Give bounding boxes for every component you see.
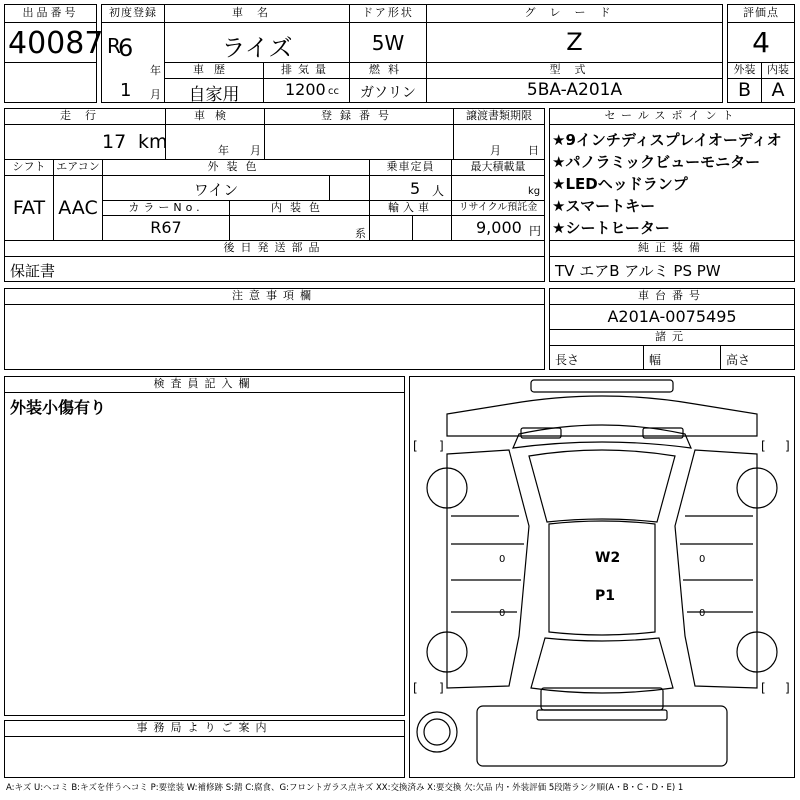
chassis-number: A201A-0075495 <box>607 307 737 326</box>
inspector-comment: 外装小傷有り <box>10 398 107 417</box>
damage-mark: W2 <box>595 550 621 566</box>
left-side-outline <box>447 450 529 688</box>
mileage-unit: km <box>138 131 168 153</box>
plate-shape <box>537 710 667 720</box>
era: R <box>107 34 121 58</box>
transfer-day-unit: 日 <box>528 144 539 157</box>
office-label: 事務局よりご案内 <box>136 721 273 734</box>
small-mark: 0 <box>499 554 506 565</box>
sales-points-label: セールスポイント <box>604 109 740 122</box>
fuel-label: 燃料 <box>369 63 407 76</box>
sales-point-item: ★スマートキー <box>552 197 656 215</box>
recycle-label: リサイクル預託金 <box>458 202 538 213</box>
import-cell-b <box>412 215 452 241</box>
spare-tire-shape <box>417 712 457 752</box>
bracket-mark: [ <box>413 681 418 695</box>
import-cell-a <box>369 215 413 241</box>
history: 自家用 <box>188 85 240 105</box>
exterior-label: 外装 <box>733 63 756 76</box>
lot-number: 40087 <box>8 26 104 61</box>
length-label: 長さ <box>555 353 580 367</box>
ac-label: エアコン <box>56 160 100 173</box>
bracket-mark: [ <box>761 681 766 695</box>
history-label: 車歴 <box>193 63 235 76</box>
exterior-grade: B <box>737 79 752 101</box>
small-mark: 0 <box>499 608 506 619</box>
displacement-unit: cc <box>328 86 339 97</box>
inspection-month-unit: 月 <box>250 144 261 157</box>
transfer-label: 譲渡書類期限 <box>466 109 532 122</box>
lot-number-label: 出品番号 <box>22 6 79 19</box>
ext-color: ワイン <box>193 181 239 199</box>
grade: Z <box>566 28 583 56</box>
later-parts-cell <box>4 256 545 282</box>
width-label: 幅 <box>649 353 662 367</box>
door-type: 5W <box>371 31 405 55</box>
month-unit: 月 <box>150 88 161 101</box>
int-color-label: 内装色 <box>271 201 328 214</box>
windshield-shape <box>529 450 675 522</box>
spare-tire-inner-shape <box>424 719 450 745</box>
score: 4 <box>752 26 770 59</box>
mileage: 17 <box>102 131 127 153</box>
legend: A:キズ U:ヘコミ B:キズを伴うヘコミ P:要塗装 W:補修跡 S:錆 C:腐食、G:フロントガラス点キズ XX:交換済み X:要交換 欠:欠品 内・外装評価 5段階ランク順(A・B・C・D・E) 1 <box>6 783 684 793</box>
ext-color-label: 外装色 <box>207 160 265 173</box>
capacity: 5 <box>410 179 421 198</box>
roof-shape <box>549 521 655 635</box>
displacement: 1200 <box>285 80 326 99</box>
interior-grade: A <box>771 79 785 101</box>
displacement-label: 排気量 <box>281 63 332 76</box>
office-cell <box>4 736 405 778</box>
import-label: 輸入車 <box>388 201 433 214</box>
shift-label: シフト <box>12 160 46 173</box>
sales-point-item: ★LEDヘッドランプ <box>552 175 688 193</box>
bracket-mark: [ <box>761 439 766 453</box>
color-no-label: カラーNo. <box>128 201 204 214</box>
reg-number-cell <box>264 124 454 160</box>
capacity-label: 乗車定員 <box>386 160 435 173</box>
equipment-label: 純正装備 <box>638 241 706 254</box>
bracket-mark: ] <box>439 681 444 695</box>
dims-label: 諸元 <box>655 330 689 343</box>
capacity-unit: 人 <box>432 184 445 198</box>
year-unit: 年 <box>150 64 161 77</box>
sales-point-item: ★シートヒーター <box>552 219 670 237</box>
bracket-mark: ] <box>439 439 444 453</box>
small-mark: 0 <box>699 554 706 565</box>
car-name-label: 車名 <box>232 6 282 19</box>
transfer-month-unit: 月 <box>490 144 501 157</box>
inspection-year-unit: 年 <box>218 144 229 157</box>
ext-color-extra-cell <box>329 175 370 201</box>
sales-point-item: ★パノラミックビューモニター <box>552 153 761 171</box>
later-parts: 保証書 <box>10 262 56 280</box>
ac: AAC <box>58 197 98 219</box>
lot-blank-cell <box>4 62 97 103</box>
month: 1 <box>120 80 132 101</box>
inspector-label: 検査員記入欄 <box>153 377 256 390</box>
notes-cell <box>4 304 545 370</box>
car-name: ライズ <box>221 34 293 62</box>
recycle-fee: 9,000 <box>476 218 522 237</box>
fuel: ガソリン <box>360 85 416 101</box>
interior-label: 内装 <box>767 63 789 76</box>
door-label: ドア形状 <box>362 6 414 19</box>
score-label: 評価点 <box>743 6 779 19</box>
year: 6 <box>118 34 134 62</box>
small-mark: 0 <box>699 608 706 619</box>
inspection-label: 車検 <box>194 109 236 122</box>
chassis-label: 車台番号 <box>638 289 706 302</box>
bracket-mark: [ <box>413 439 418 453</box>
right-side-outline <box>675 450 757 688</box>
sales-point-item: ★9インチディスプレイオーディオ <box>552 131 782 149</box>
int-color-unit: 系 <box>355 227 366 240</box>
shift: FAT <box>12 197 46 219</box>
int-color-cell <box>229 215 370 241</box>
bracket-mark: ] <box>785 439 790 453</box>
equipment: TV エアB アルミ PS PW <box>555 262 721 280</box>
notes-label: 注意事項欄 <box>232 289 317 302</box>
mileage-label: 走行 <box>60 109 110 122</box>
front-bumper-shape <box>531 380 673 392</box>
damage-mark: P1 <box>595 588 616 604</box>
max-load-unit: kg <box>528 186 541 197</box>
first-reg-label: 初度登録 <box>109 6 157 19</box>
car-damage-diagram <box>409 376 795 778</box>
bracket-mark: ] <box>785 681 790 695</box>
grade-label: グレード <box>524 6 625 19</box>
later-parts-label: 後日発送部品 <box>223 241 326 254</box>
height-label: 高さ <box>726 353 751 367</box>
max-load-label: 最大積載量 <box>470 160 526 173</box>
underbody-shape <box>477 706 727 766</box>
color-no: R67 <box>150 218 182 237</box>
inspector-cell <box>4 392 405 716</box>
body-outline-top <box>447 396 757 436</box>
rear-window-shape <box>531 638 673 693</box>
model: 5BA-A201A <box>526 80 623 100</box>
recycle-unit: 円 <box>529 224 542 238</box>
reg-number-label: 登録番号 <box>321 109 397 122</box>
model-label: 型式 <box>549 63 600 76</box>
